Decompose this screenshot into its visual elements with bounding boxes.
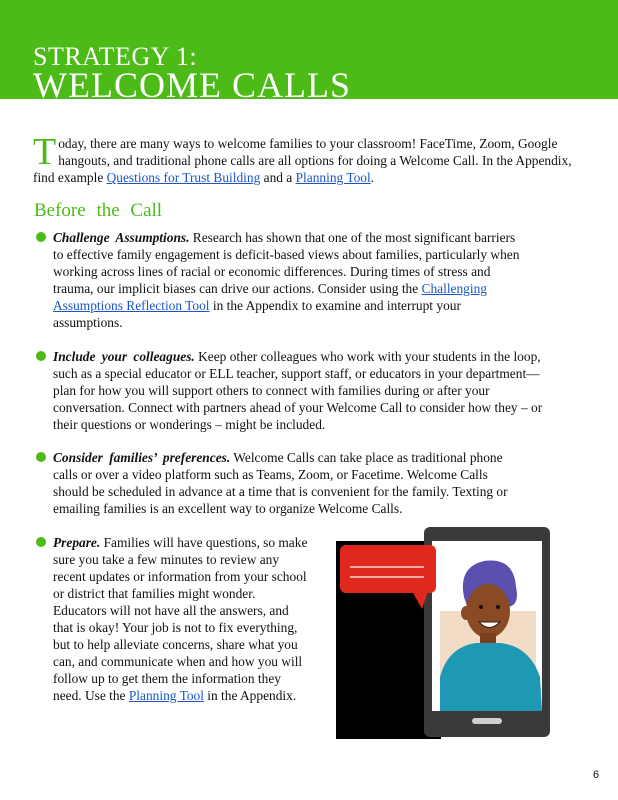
- item-text: Families will have questions, so make sure you take a few minutes to review any recent updates or information from your school or district that families might wonder. Educators will not have all the answers, and that is okay! Your job is not to fix everything, but to help alleviate concerns, share what you can, and communicate when and how you will follow up to get them the information they need. Use the: [53, 535, 308, 703]
- item-title: Include your colleagues.: [53, 349, 195, 364]
- planning-tool-link-2[interactable]: Planning Tool: [128, 688, 204, 703]
- strategy-label: STRATEGY 1:: [33, 42, 198, 71]
- item-text: Research has shown that one of the most significant barriers to effective family engagement is deficit-based views about families, particularly when working across lines of racial or economic differences. During times of stress and trauma, our implicit biases can drive our actions. Consider using the: [53, 230, 520, 296]
- item-text: Welcome Calls can take place as traditional phone calls or over a video platform such as Teams, Zoom, or Facetime. Welcome Calls should be scheduled in advance at a time that is convenient for the family. Texting or emailing families is an excellent way to organize Welcome Calls.: [53, 450, 508, 516]
- bullet-icon: [36, 232, 46, 242]
- video-call-illustration: [336, 527, 552, 744]
- questions-trust-building-link[interactable]: Questions for Trust Building: [106, 170, 261, 185]
- bullet-icon: [36, 537, 46, 547]
- header-banner: [0, 0, 618, 105]
- list-item-challenge-assumptions: [53, 229, 523, 331]
- bullet-icon: [36, 452, 46, 462]
- item-title: Prepare.: [53, 535, 101, 550]
- list-item-prepare: [53, 534, 311, 704]
- item-text-after: in the Appendix to examine and interrupt your assumptions.: [53, 298, 461, 330]
- list-item-include-colleagues: [53, 348, 553, 433]
- intro-dropcap: T: [33, 131, 57, 173]
- bullet-icon: [36, 351, 46, 361]
- intro-paragraph: [33, 131, 578, 186]
- intro-end-text: .: [370, 170, 375, 185]
- intro-text: oday, there are many ways to welcome families to your classroom! FaceTime, Zoom, Google hangouts, and traditional phone calls are all options for doing a Welcome Call. In the Appendix, find example: [33, 136, 572, 185]
- page-number: 6: [593, 769, 600, 781]
- planning-tool-link[interactable]: Planning Tool: [295, 170, 371, 185]
- list-item-consider-preferences: [53, 449, 523, 517]
- item-title: Consider families’ preferences.: [53, 450, 231, 465]
- item-title: Challenge Assumptions.: [53, 230, 190, 245]
- item-text-after: in the Appendix.: [203, 688, 297, 703]
- page-title: WELCOME CALLS: [33, 65, 351, 105]
- challenging-assumptions-tool-link[interactable]: Challenging Assumptions Reflection Tool: [53, 281, 487, 313]
- section-heading: Before the Call: [34, 200, 163, 221]
- item-text: Keep other colleagues who work with your students in the loop, such as a special educator or ELL teacher, support staff, or educators in your department—plan for how you will support others to connect with families during or after your conversation. Connect with partners ahead of your Welcome Call to consider how they – or their questions or wonderings – might be included.: [53, 349, 543, 432]
- phone-video-call-icon: [336, 527, 552, 739]
- intro-mid-text: and a: [260, 170, 296, 185]
